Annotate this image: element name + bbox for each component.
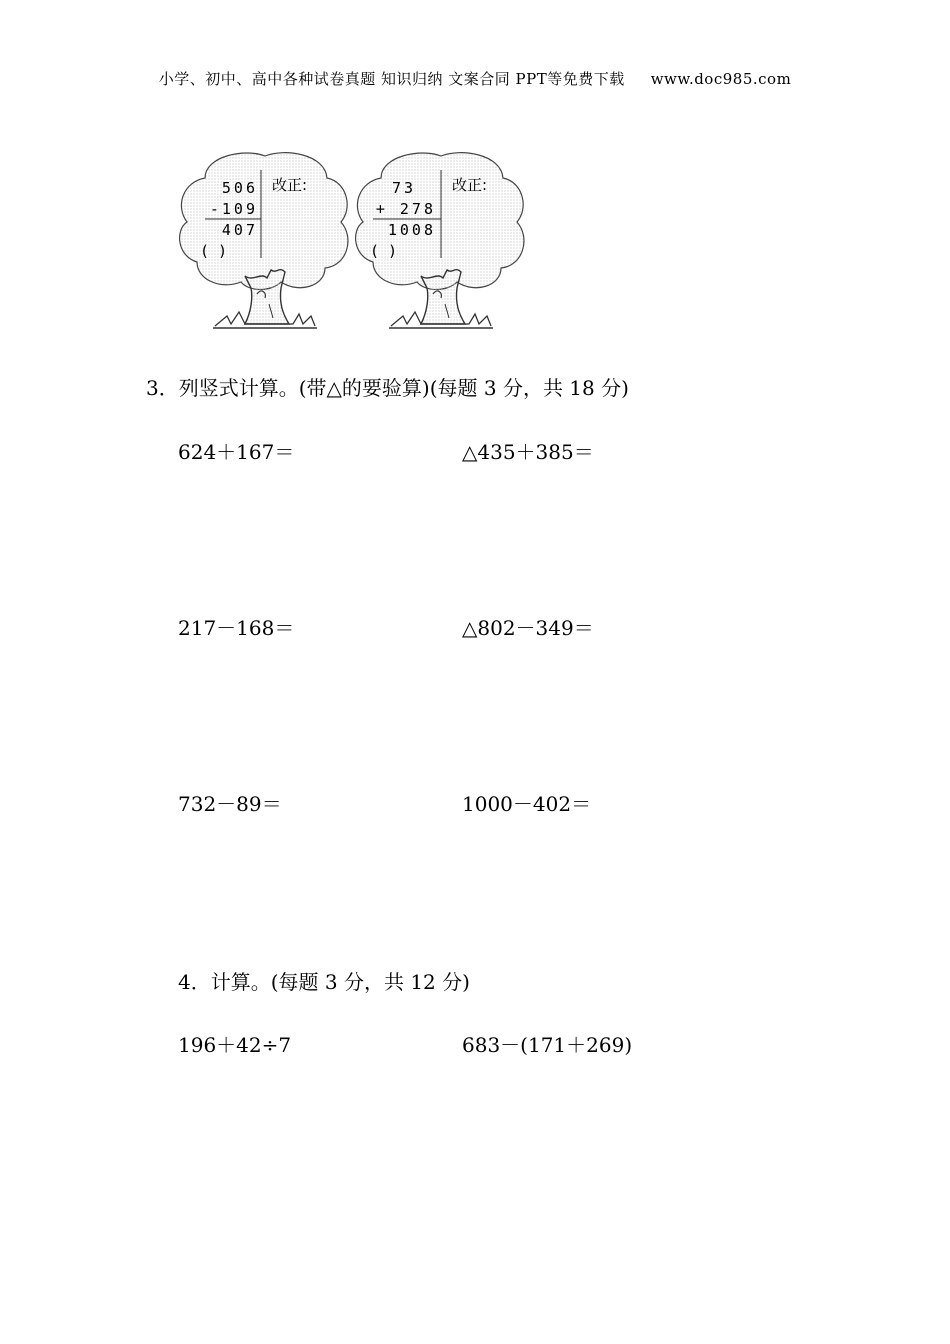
q3-expression: 624＋167＝ bbox=[178, 440, 295, 464]
q3-expression: △435＋385＝ bbox=[462, 440, 594, 464]
question-3-title: 3．列竖式计算。(带△的要验算)(每题 3 分，共 18 分) bbox=[146, 376, 629, 400]
fix-label-1: 改正: bbox=[272, 176, 308, 194]
calc-row: 1008 bbox=[387, 221, 436, 239]
q4-expression: 683－(171＋269) bbox=[462, 1033, 633, 1057]
vertical-calc-1 bbox=[200, 178, 258, 262]
q3-expression: 732－89＝ bbox=[178, 792, 282, 816]
q3-expression: 217－168＝ bbox=[178, 616, 295, 640]
page-header bbox=[0, 68, 950, 89]
header-site: www.doc985.com bbox=[650, 70, 792, 88]
calc-row: 73 bbox=[392, 179, 417, 197]
vertical-calc-2 bbox=[370, 178, 436, 262]
calc-row: 506 bbox=[221, 179, 258, 197]
q3-expression: △802－349＝ bbox=[462, 616, 594, 640]
q4-expression: 196＋42÷7 bbox=[178, 1033, 292, 1057]
answer-blank: ( ) bbox=[200, 242, 228, 260]
question-4-title: 4．计算。(每题 3 分，共 12 分) bbox=[178, 970, 470, 994]
calc-row: + 278 bbox=[375, 200, 436, 218]
q3-expression: 1000－402＝ bbox=[462, 792, 592, 816]
calc-row: 407 bbox=[221, 221, 258, 239]
header-text: 小学、初中、高中各种试卷真题 知识归纳 文案合同 PPT等免费下载 bbox=[158, 70, 625, 88]
fix-label-2: 改正: bbox=[452, 176, 488, 194]
calc-row: -109 bbox=[209, 200, 258, 218]
answer-blank: ( ) bbox=[370, 242, 398, 260]
